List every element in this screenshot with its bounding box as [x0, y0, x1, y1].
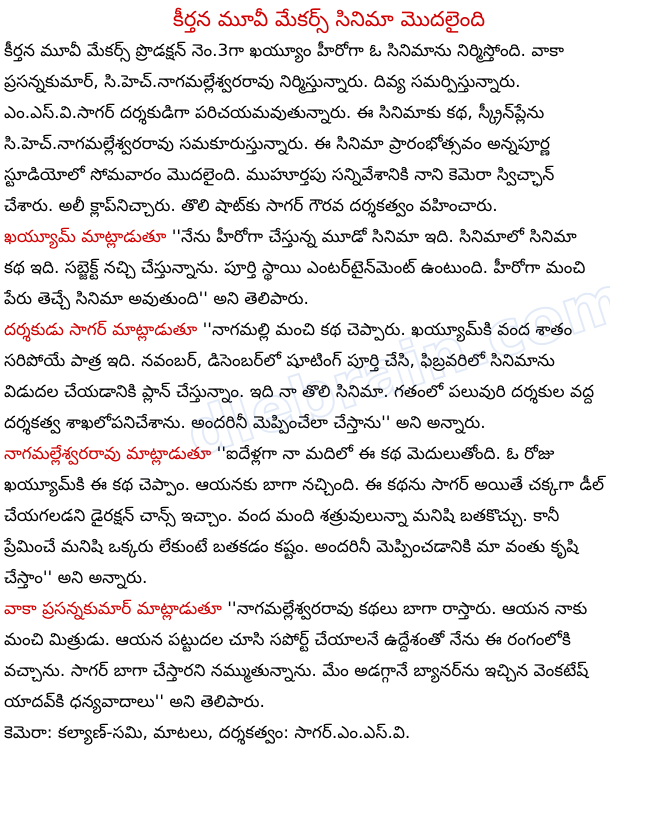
credits-paragraph: [4, 718, 654, 749]
quote-line: మంచి మిత్రుడు. ఆయన పట్టుదల చూసి సపోర్ట్ చేయాలనే ఉద్దేశంతో నేను ఈ రంగంలోకి: [4, 630, 571, 650]
quote-line: ప్రేమించే మనిషి ఒక్కరు లేకుంటే బతకడం కష్టం. అందరినీ మెప్పించడానికి మా వంతు కృషి: [4, 537, 579, 557]
quote-khayyum: [4, 222, 654, 315]
speaker-name: వాకా ప్రసన్నకుమార్ మాట్లాడుతూ: [4, 599, 222, 619]
article-title: కీర్తన మూవీ మేకర్స్ సినిమా మొదలైంది: [172, 7, 486, 31]
quote-first-line: [4, 222, 654, 253]
quote-first-line: [4, 315, 654, 346]
quote-line: విడుదల చేయడానికి ప్లాన్ చేస్తున్నాం. ఇది నా తొలి సినిమా. గతంలో పలువురి దర్శకుల వద్ద: [4, 382, 595, 402]
quote-nagamalleswara-rao: [4, 439, 654, 594]
quote-line: దర్శకత్వ శాఖలోపనిచేశాను. అందరినీ మెప్పించేలా చేస్తాను'' అని అన్నారు.: [4, 413, 486, 433]
credits-line: కెమెరా: కల్యాణ్-సమి, మాటలు, దర్శకత్వం: సాగర్.ఎం.ఎస్.వి.: [4, 723, 411, 743]
speaker-name: దర్శకుడు సాగర్ మాట్లాడుతూ: [4, 320, 198, 340]
quote-text: ''నాగమల్లి మంచి కథ చెప్పారు. ఖయ్యూమ్‌కి వంద శాతం: [197, 320, 573, 340]
quote-prasanna-kumar: [4, 594, 654, 718]
quote-line: పేరు తెచ్చే సినిమా అవుతుంది'' అని తెలిపారు.: [4, 289, 309, 309]
intro-line: చేశారు. అలీ క్లాప్‌నిచ్చారు. తొలి షాట్‌కు సాగర్ గౌరవ దర్శకత్వం వహించారు.: [4, 196, 498, 216]
quote-line: చేయగలడని డైరక్షన్ చాన్స్ ఇచ్చాం. వంద మంది శత్రువులున్నా మనిషి బతకొచ్చు. కానీ: [4, 506, 560, 526]
quote-text: ''నేను హీరోగా చేస్తున్న మూడో సినిమా ఇది. సినిమాలో సినిమా: [166, 227, 577, 247]
watermark-text: idlebrain.com: [190, 270, 610, 470]
intro-line: స్టూడియోలో సోమవారం మొదలైంది. ముహూర్తపు సన్నివేశానికి నాని కెమెరా స్విచ్ఛాన్: [4, 165, 555, 185]
quote-line: ఖయ్యూమ్‌కి ఈ కథ చెప్పాం. ఆయనకు బాగా నచ్చింది. ఈ కథను సాగర్ అయితే చక్కగా డీల్: [4, 475, 605, 495]
quote-first-line: [4, 594, 654, 625]
quote-director-sagar: [4, 315, 654, 439]
quote-line: వచ్చాను. సాగర్ బాగా చేస్తారని నమ్ముతున్నాను. మేం అడగ్గానే బ్యానర్‌ను ఇచ్చిన వెంకటేష్: [4, 661, 589, 681]
intro-line: ఎం.ఎస్.వి.సాగర్ దర్శకుడిగా పరిచయమవుతున్నారు. ఈ సినిమాకు కథ, స్క్రీన్‌ప్లేను: [4, 103, 545, 123]
quote-text: ''నాగమల్లేశ్వరరావు కథలు బాగా రాస్తారు. ఆయన నాకు: [221, 599, 588, 619]
intro-line: ప్రసన్నకుమార్, సి.హెచ్.నాగమల్లేశ్వరరావు నిర్మిస్తున్నారు. దివ్య సమర్పిస్తున్నారు.: [4, 72, 521, 92]
intro-paragraph: [4, 36, 654, 222]
speaker-name: ఖయ్యూమ్ మాట్లాడుతూ: [4, 227, 167, 247]
intro-line: సి.హెచ్.నాగమల్లేశ్వరరావు సమకూరుస్తున్నారు. ఈ సినిమా ప్రారంభోత్సవం అన్నపూర్ణ: [4, 134, 551, 154]
quote-line: కథ ఇది. సబ్జెక్ట్ నచ్చి చేస్తున్నాను. పూర్తి స్థాయి ఎంటర్‌టైన్‌మెంట్ ఉంటుంది. హీరోగా మంచి: [4, 258, 586, 278]
quote-line: సరిపోయే పాత్ర ఇది. నవంబర్, డిసెంబర్‌లో షూటింగ్ పూర్తి చేసి, ఫిబ్రవరిలో సినిమాను: [4, 351, 555, 371]
intro-line: కీర్తన మూవీ మేకర్స్ ప్రొడక్షన్ నెం.3గా ఖయ్యూం హీరోగా ఓ సినిమాను నిర్మిస్తోంది. వాకా: [4, 41, 565, 61]
speaker-name: నాగమల్లేశ్వరరావు మాట్లాడుతూ: [4, 444, 212, 464]
quote-line: యాదవ్‌కి ధన్యవాదాలు'' అని తెలిపారు.: [4, 692, 265, 712]
quote-first-line: [4, 439, 654, 470]
quote-text: ''ఐదేళ్లగా నా మదిలో ఈ కథ మెదులుతోంది. ఓ రోజు: [211, 444, 555, 464]
quote-line: చేస్తాం'' అని అన్నారు.: [4, 568, 148, 588]
